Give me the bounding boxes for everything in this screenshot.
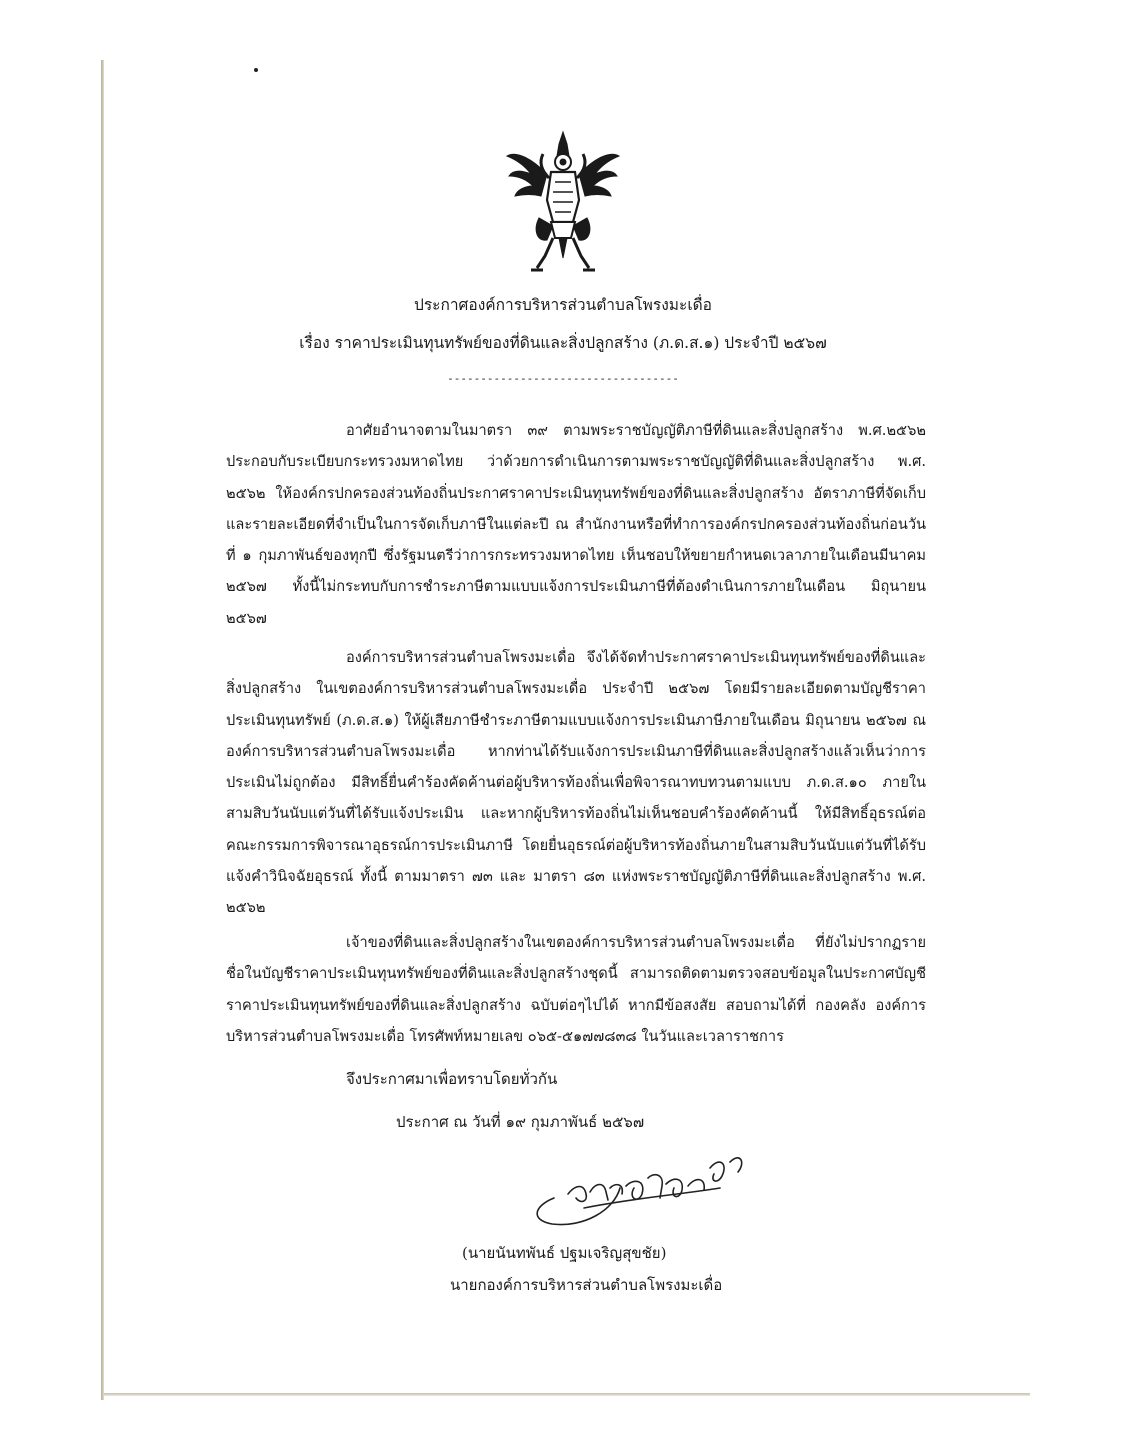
page-edge-left — [101, 60, 104, 1400]
garuda-emblem — [503, 130, 623, 274]
signer-name: (นายนันทพันธ์ ปฐมเจริญสุขชัย) — [462, 1244, 667, 1262]
body-paragraph-3: เจ้าของที่ดินและสิ่งปลูกสร้างในเขตองค์การบริหารส่วนตำบลโพรงมะเดื่อ ที่ยังไม่ปรากฏรายชื่อในบัญชีราคาประเมินทุนทรัพย์ของที่ดินและสิ่งปลูกสร้างชุดนี้ สามารถติดตามตรวจสอบข้อมูลในประกาศบัญชีราคาประเมินทุนทรัพย์ของที่ดินและสิ่งปลูกสร้าง ฉบับต่อๆไปได้ หากมีข้อสงสัย สอบถามได้ที่ กองคลัง องค์การบริหารส่วนตำบลโพรงมะเดื่อ โทรศัพท์หมายเลข ๐๖๕-๕๑๗๗๘๓๘ ในวันและเวลาราชการ — [226, 934, 926, 1045]
body-paragraph-2: องค์การบริหารส่วนตำบลโพรงมะเดื่อ จึงได้จัดทำประกาศราคาประเมินทุนทรัพย์ของที่ดินและสิ่งปลูกสร้าง ในเขตองค์การบริหารส่วนตำบลโพรงมะเดื่อ ประจำปี ๒๕๖๗ โดยมีรายละเอียดตามบัญชีราคาประเมินทุนทรัพย์ (ภ.ด.ส.๑) ให้ผู้เสียภาษีชำระภาษีตามแบบแจ้งการประเมินภาษีภายในเดือน มิถุนายน ๒๕๖๗ ณ องค์การบริหารส่วนตำบลโพรงมะเดื่อ หากท่านได้รับแจ้งการประเมินภาษีที่ดินและสิ่งปลูกสร้างแล้วเห็นว่าการประเมินไม่ถูกต้อง มีสิทธิ์ยื่นคำร้องคัดค้านต่อผู้บริหารท้องถิ่นเพื่อพิจารณาทบทวนตามแบบ ภ.ด.ส.๑๐ ภายในสามสิบวันนับแต่วันที่ได้รับแจ้งประเมิน และหากผู้บริหารท้องถิ่นไม่เห็นชอบคำร้องคัดค้านนี้ ให้มีสิทธิ์อุธรณ์ต่อคณะกรรมการพิจารณาอุธรณ์การประเมินภาษี โดยยื่นอุธรณ์ต่อผู้บริหารท้องถิ่นภายในสามสิบวันนับแต่วันที่ได้รับแจ้งคำวินิจฉัยอุธรณ์ ทั้งนี้ ตามมาตรา ๗๓ และ มาตรา ๘๓ แห่งพระราชบัญญัติภาษีที่ดินและสิ่งปลูกสร้าง พ.ศ. ๒๕๖๒ — [226, 649, 926, 917]
handwritten-signature — [524, 1128, 764, 1238]
title-divider: ----------------------------------- — [447, 372, 679, 385]
announcement-date: ประกาศ ณ วันที่ ๑๙ กุมภาพันธ์ ๒๕๖๗ — [396, 1113, 645, 1131]
announcement-subject: เรื่อง ราคาประเมินทุนทรัพย์ของที่ดินและสิ่งปลูกสร้าง (ภ.ด.ส.๑) ประจำปี ๒๕๖๗ — [299, 334, 827, 352]
scan-speck — [254, 68, 258, 72]
closing-announcement: จึงประกาศมาเพื่อทราบโดยทั่วกัน — [346, 1070, 558, 1088]
signer-position: นายกองค์การบริหารส่วนตำบลโพรงมะเดื่อ — [450, 1276, 723, 1294]
announcement-title: ประกาศองค์การบริหารส่วนตำบลโพรงมะเดื่อ — [413, 296, 712, 314]
page-edge-bottom — [104, 1393, 1030, 1396]
body-paragraph-1: อาศัยอำนาจตามในมาตรา ๓๙ ตามพระราชบัญญัติภาษีที่ดินและสิ่งปลูกสร้าง พ.ศ.๒๕๖๒ ประกอบกับระเบียบกระทรวงมหาดไทย ว่าด้วยการดำเนินการตามพระราชบัญญัติที่ดินและสิ่งปลูกสร้าง พ.ศ. ๒๕๖๒ ให้องค์กรปกครองส่วนท้องถิ่นประกาศราคาประเมินทุนทรัพย์ของที่ดินและสิ่งปลูกสร้าง อัตราภาษีที่จัดเก็บและรายละเอียดที่จำเป็นในการจัดเก็บภาษีในแต่ละปี ณ สำนักงานหรือที่ทำการองค์กรปกครองส่วนท้องถิ่นก่อนวันที่ ๑ กุมภาพันธ์ของทุกปี ซึ่งรัฐมนตรีว่าการกระทรวงมหาดไทย เห็นชอบให้ขยายกำหนดเวลาภายในเดือนมีนาคม ๒๕๖๗ ทั้งนี้ไม่กระทบกับการชำระภาษีตามแบบแจ้งการประเมินภาษีที่ต้องดำเนินการภายในเดือน มิถุนายน ๒๕๖๗ — [226, 422, 926, 627]
